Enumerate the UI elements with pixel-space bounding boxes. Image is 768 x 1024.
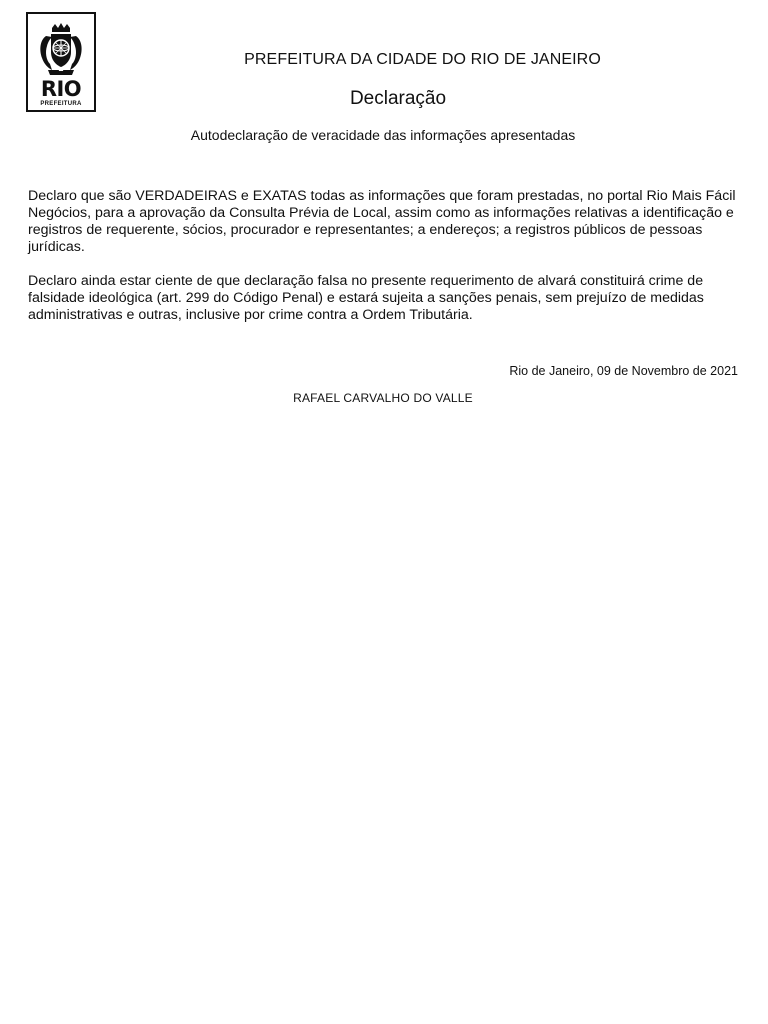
declaration-paragraph-2: Declaro ainda estar ciente de que declaração falsa no presente requerimento de alvará constituirá crime de falsidade ideológica (art. 299 do Código Penal) e estará sujeita a sanções penais, sem prejuízo de medidas administrativas e outras, inclusive por crime contra a Ordem Tributária. [28,273,704,323]
logo-wordmark: RIO [40,77,82,101]
declaration-paragraph-1: Declaro que são VERDADEIRAS e EXATAS todas as informações que foram prestadas, no portal Rio Mais Fácil Negócios, para a aprovação da Consulta Prévia de Local, assim como as informações relativas a identificação e registros de requerente, sócios, procurador e representantes; a endereços; a registros públicos de pessoas jurídicas. [28,188,736,255]
place-and-date: Rio de Janeiro, 09 de Novembro de 2021 [509,364,738,378]
signer-name: RAFAEL CARVALHO DO VALLE [293,391,473,405]
logo-subtitle: PREFEITURA [40,101,82,107]
document-subtitle: Autodeclaração de veracidade das informações apresentadas [190,127,576,143]
organization-heading: PREFEITURA DA CIDADE DO RIO DE JANEIRO [244,51,601,68]
document-title: Declaração [349,88,447,109]
declaration-body [28,188,740,341]
